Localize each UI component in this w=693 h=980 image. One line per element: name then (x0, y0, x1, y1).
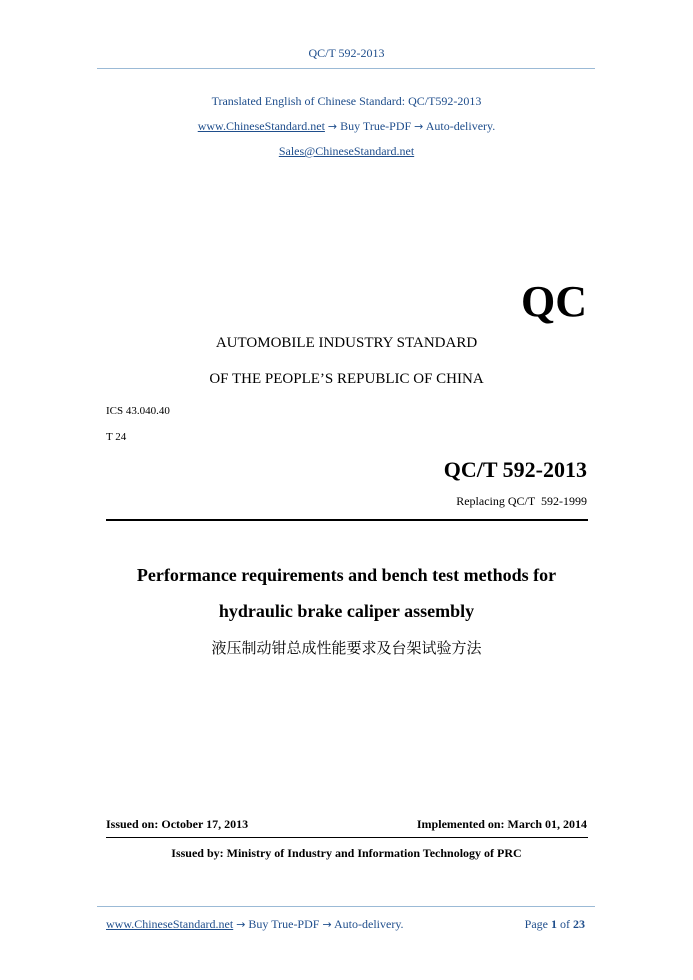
replacing-label: Replacing (456, 494, 505, 508)
arrow-right-icon: → (236, 918, 246, 931)
translation-notice (0, 94, 693, 109)
translation-notice-text: Translated English of Chinese Standard: QC/T592-2013 (211, 94, 482, 108)
footer-website-link[interactable]: www.ChineseStandard.net (106, 917, 234, 931)
page-total: 23 (573, 917, 585, 931)
ics-code: ICS 43.040.40 (106, 405, 170, 417)
implemented-date: Implemented on: March 01, 2014 (416, 817, 587, 831)
footer-buy-pdf-text: Buy True-PDF (248, 917, 320, 931)
email-line (0, 144, 693, 159)
replacing-line (456, 494, 587, 509)
footer-divider (97, 906, 595, 907)
title-en-line-1: Performance requirements and bench test methods for (136, 565, 557, 585)
qc-logo-text: QC (521, 277, 587, 326)
header-divider (97, 68, 595, 69)
title-cn: 液压制动钳总成性能要求及台架试验方法 (211, 639, 482, 657)
standard-number: QC/T 592-2013 (443, 457, 587, 482)
arrow-right-icon: → (414, 120, 424, 133)
org-name-2: OF THE PEOPLE’S REPUBLIC OF CHINA (209, 371, 484, 387)
footer-auto-delivery-text: Auto-delivery. (334, 917, 404, 931)
org-line-1 (0, 335, 693, 352)
page-indicator (525, 917, 585, 932)
arrow-right-icon: → (327, 120, 338, 133)
header-standard-code: QC/T 592-2013 (308, 46, 385, 60)
auto-delivery-text: Auto-delivery. (425, 119, 496, 133)
running-header (0, 46, 693, 61)
footer-purchase-line (106, 917, 404, 932)
qc-logo (521, 276, 587, 328)
purchase-line (0, 119, 693, 134)
buy-pdf-text: Buy True-PDF (340, 119, 412, 133)
page-label: Page (524, 917, 548, 931)
dates-divider (106, 837, 588, 838)
sales-email-link[interactable]: Sales@ChineseStandard.net (278, 144, 415, 158)
title-divider (106, 519, 588, 521)
page-number: 1 (551, 917, 557, 931)
issuing-authority: Issued by: Ministry of Industry and Information Technology of PRC (171, 846, 522, 860)
org-line-2 (0, 371, 693, 388)
arrow-right-icon: → (322, 918, 332, 931)
title-en-line-2: hydraulic brake caliper assembly (218, 601, 475, 621)
issued-date: Issued on: October 17, 2013 (106, 817, 249, 831)
of-label: of (560, 917, 570, 931)
replaced-standard-code: QC/T 592-1999 (507, 494, 587, 508)
org-name-1: AUTOMOBILE INDUSTRY STANDARD (215, 335, 478, 351)
website-link[interactable]: www.ChineseStandard.net (197, 119, 325, 133)
t-code: T 24 (106, 431, 127, 443)
